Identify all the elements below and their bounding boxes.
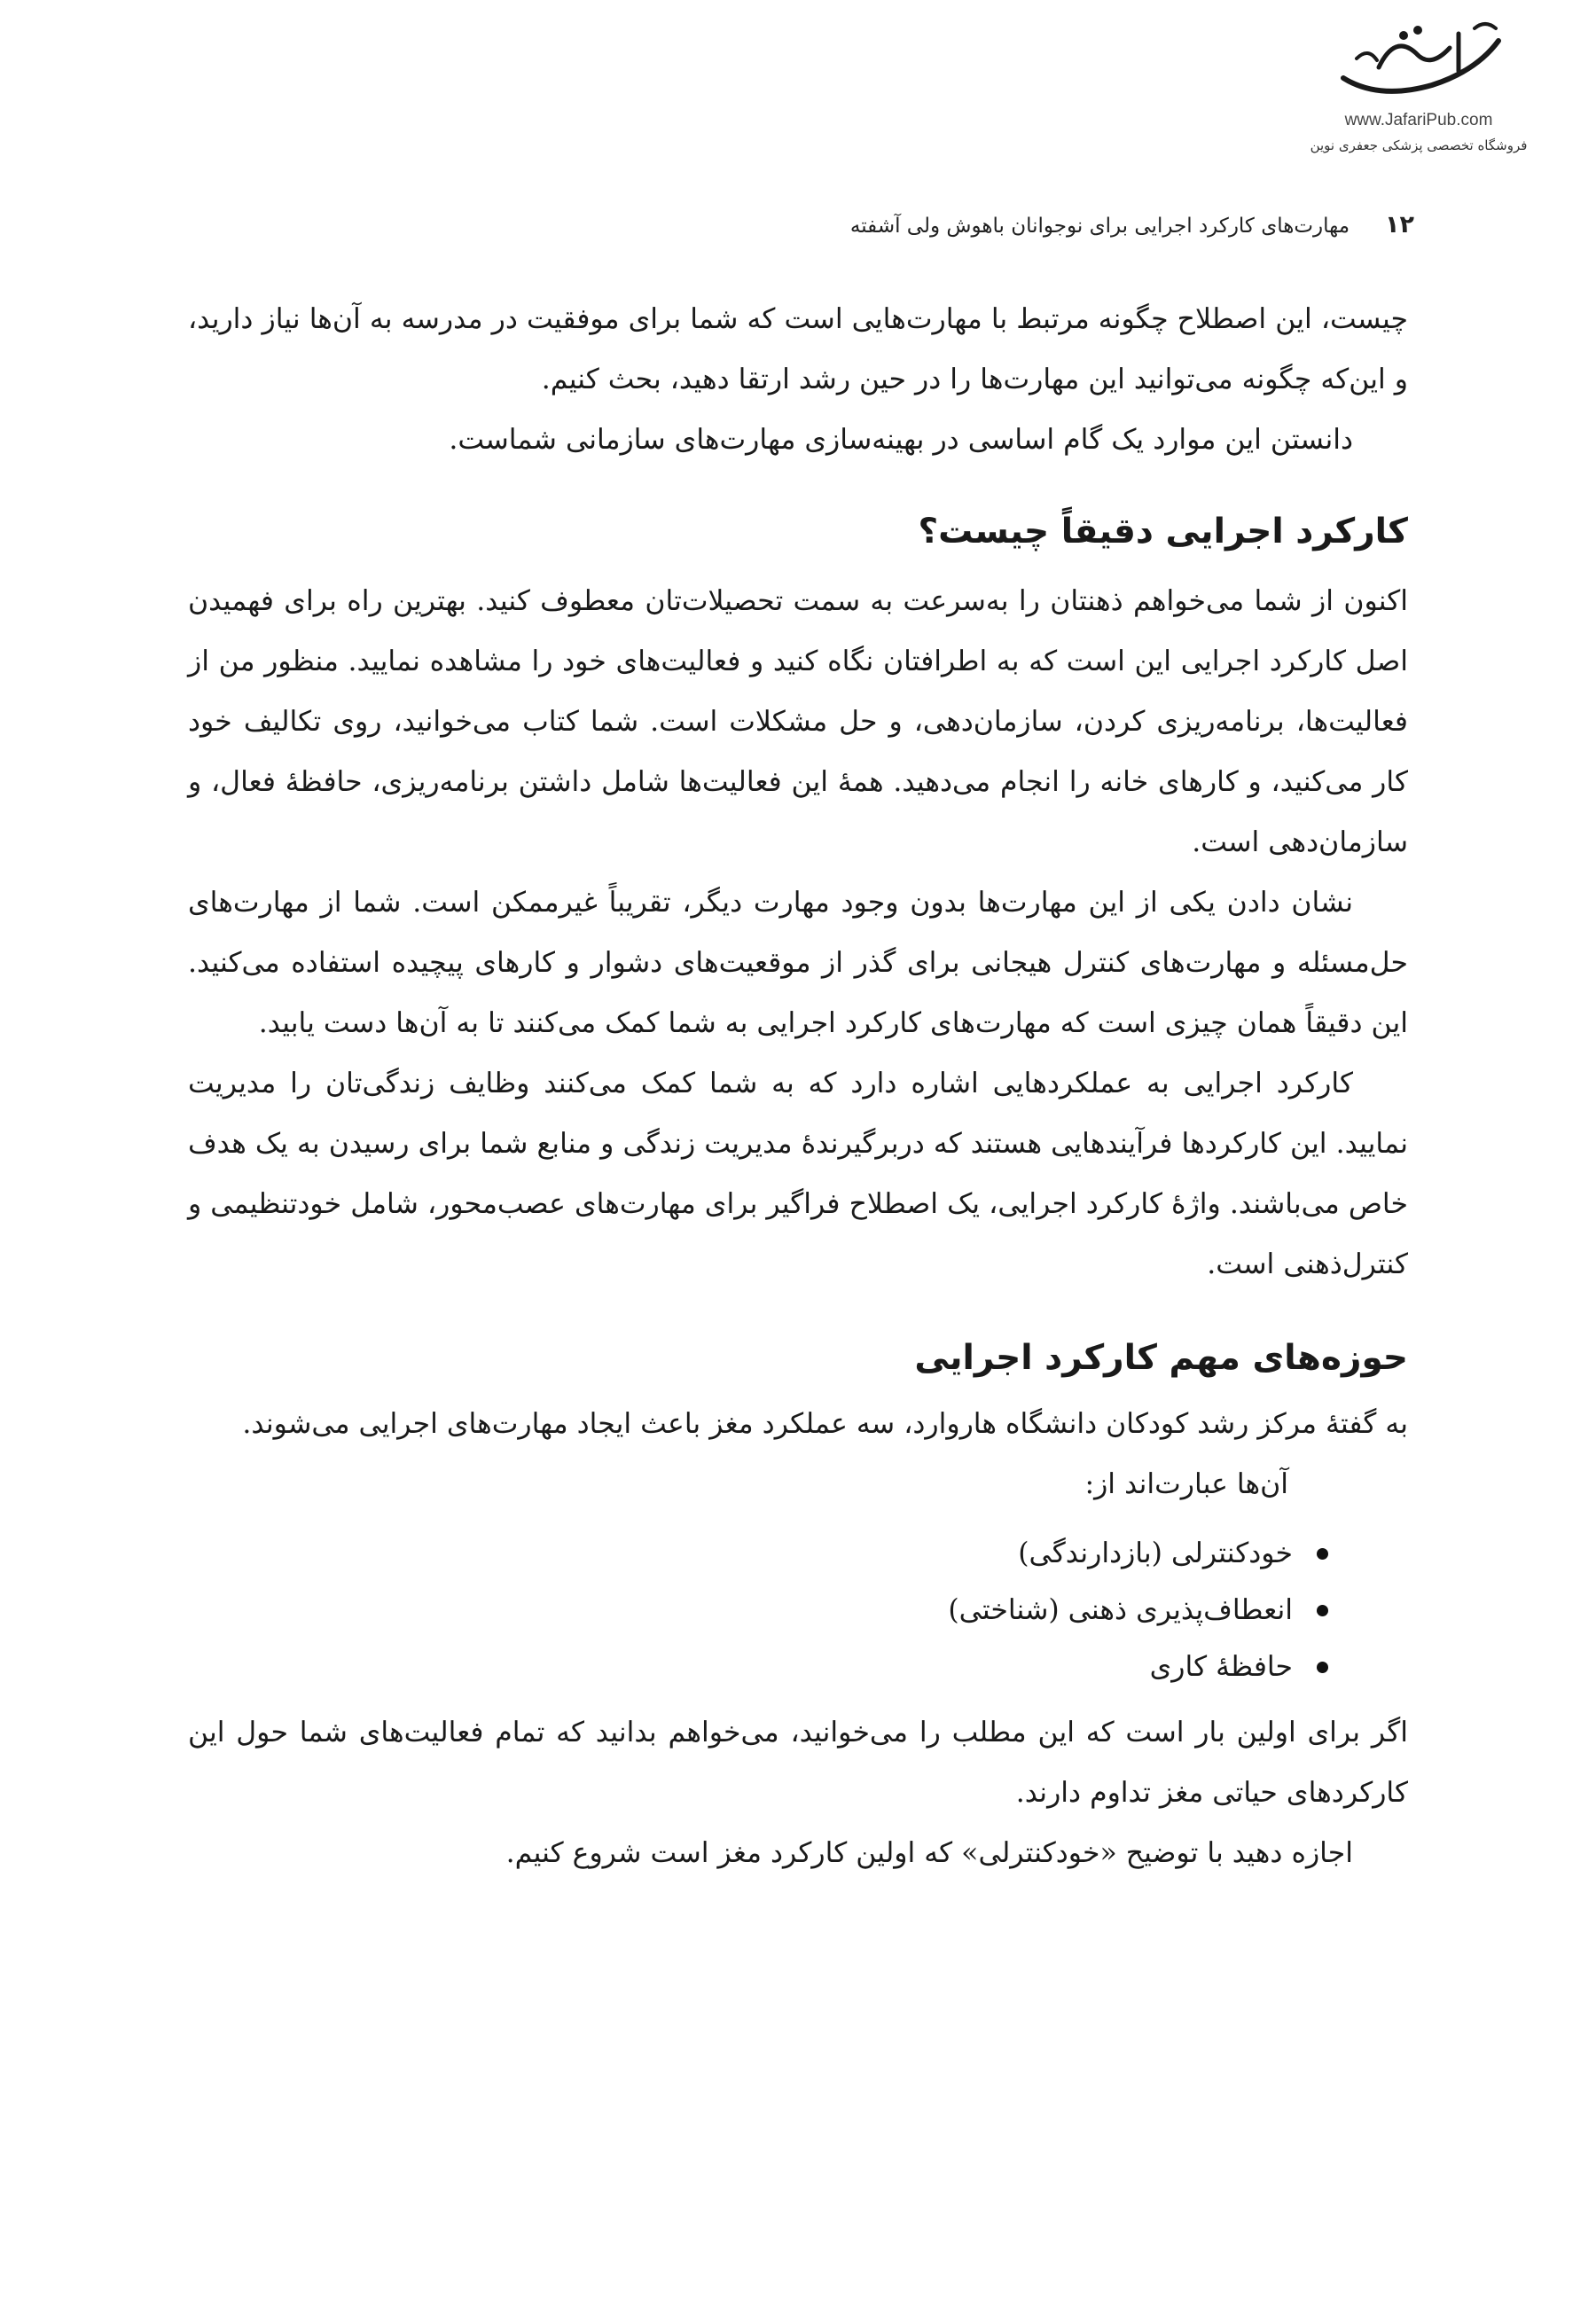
- section1-paragraph-3: کارکرد اجرایی به عملکردهایی اشاره دارد که به شما کمک می‌کنند وظایف زندگی‌تان را مدیریت نمایید. این کارکردها فرآیندهایی هستند که دربرگیرندهٔ مدیریت زندگی و منابع شما برای رسیدن به یک هدف خاص می‌باشند. واژهٔ کارکرد اجرایی، یک اصطلاح فراگیر برای مهارت‌های عصب‌محور، شامل خودتنظیمی و کنترل‌ذهنی است.: [188, 1068, 1408, 1280]
- page-body: [188, 289, 1408, 1883]
- list-item: [188, 1639, 1328, 1695]
- list-item-text: انعطاف‌پذیری ذهنی (شناختی): [948, 1594, 1293, 1626]
- page-number: ۱۲: [1385, 211, 1414, 239]
- publisher-store-name: فروشگاه تخصصی پزشکی جعفری نوین: [1310, 137, 1528, 153]
- section1-paragraph-2: نشان دادن یکی از این مهارت‌ها بدون وجود مهارت دیگر، تقریباً غیرممکن است. شما از مهارت‌های حل‌مسئله و مهارت‌های کنترل هیجانی برای گذر از موقعیت‌های دشوار و کارهای پیچیده استفاده می‌کنید. این دقیقاً همان چیزی است که مهارت‌های کارکرد اجرایی به شما کمک می‌کنند تا به آن‌ها دست یابید.: [188, 887, 1408, 1039]
- brain-functions-list: [188, 1525, 1408, 1695]
- list-item: [188, 1582, 1328, 1639]
- intro-paragraph-2: دانستن این موارد یک گام اساسی در بهینه‌سازی مهارت‌های سازمانی شماست.: [449, 424, 1353, 456]
- running-head: [850, 211, 1414, 239]
- section2-paragraph-1-continued: آن‌ها عبارت‌اند از:: [1084, 1468, 1288, 1500]
- intro-paragraph-1: چیست، این اصطلاح چگونه مرتبط با مهارت‌هایی است که شما برای موفقیت در مدرسه به آن‌ها نیاز دارید، و این‌که چگونه می‌توانید این مهارت‌ها را در حین رشد ارتقا دهید، بحث کنیم.: [188, 303, 1408, 395]
- section2-paragraph-2: اگر برای اولین بار است که این مطلب را می‌خوانید، می‌خواهم بدانید که تمام فعالیت‌های شما حول این کارکردهای حیاتی مغز تداوم دارند.: [188, 1717, 1408, 1809]
- section2-paragraph-1: به گفتهٔ مرکز رشد کودکان دانشگاه هاروارد، سه عملکرد مغز باعث ایجاد مهارت‌های اجرایی می‌شوند.: [242, 1408, 1408, 1440]
- publisher-url[interactable]: www.JafariPub.com: [1344, 111, 1493, 129]
- bullet-icon: [1317, 1605, 1328, 1616]
- section1-paragraph-1: اکنون از شما می‌خواهم ذهنتان را به‌سرعت به سمت تحصیلات‌تان معطوف کنید. بهترین راه برای فهمیدن اصل کارکرد اجرایی این است که به اطرافتان نگاه کنید و فعالیت‌های خود را مشاهده نمایید. منظور من از فعالیت‌ها، برنامه‌ریزی کردن، سازمان‌دهی، و حل مشکلات است. شما کتاب می‌خوانید، روی تکالیف خود کار می‌کنید، و کارهای خانه را انجام می‌دهید. همهٔ این فعالیت‌ها شامل داشتن برنامه‌ریزی، حافظهٔ فعال، و سازمان‌دهی است.: [188, 585, 1408, 858]
- bullet-icon: [1317, 1662, 1328, 1673]
- section-heading-2: حوزه‌های مهم کارکرد اجرایی: [914, 1338, 1408, 1378]
- bullet-icon: [1317, 1548, 1328, 1560]
- calligraphy-logo-icon: [1326, 16, 1512, 109]
- section2-paragraph-3: اجازه دهید با توضیح «خودکنترلی» که اولین کارکرد مغز است شروع کنیم.: [505, 1837, 1353, 1869]
- publisher-logo: [1286, 16, 1552, 176]
- list-item-text: خودکنترلی (بازدارندگی): [1018, 1537, 1293, 1569]
- section-heading-1: کارکرد اجرایی دقیقاً چیست؟: [918, 512, 1408, 552]
- list-item: [188, 1525, 1328, 1582]
- book-title: مهارت‌های کارکرد اجرایی برای نوجوانان باهوش ولی آشفته: [849, 215, 1350, 238]
- list-item-text: حافظهٔ کاری: [1149, 1651, 1293, 1683]
